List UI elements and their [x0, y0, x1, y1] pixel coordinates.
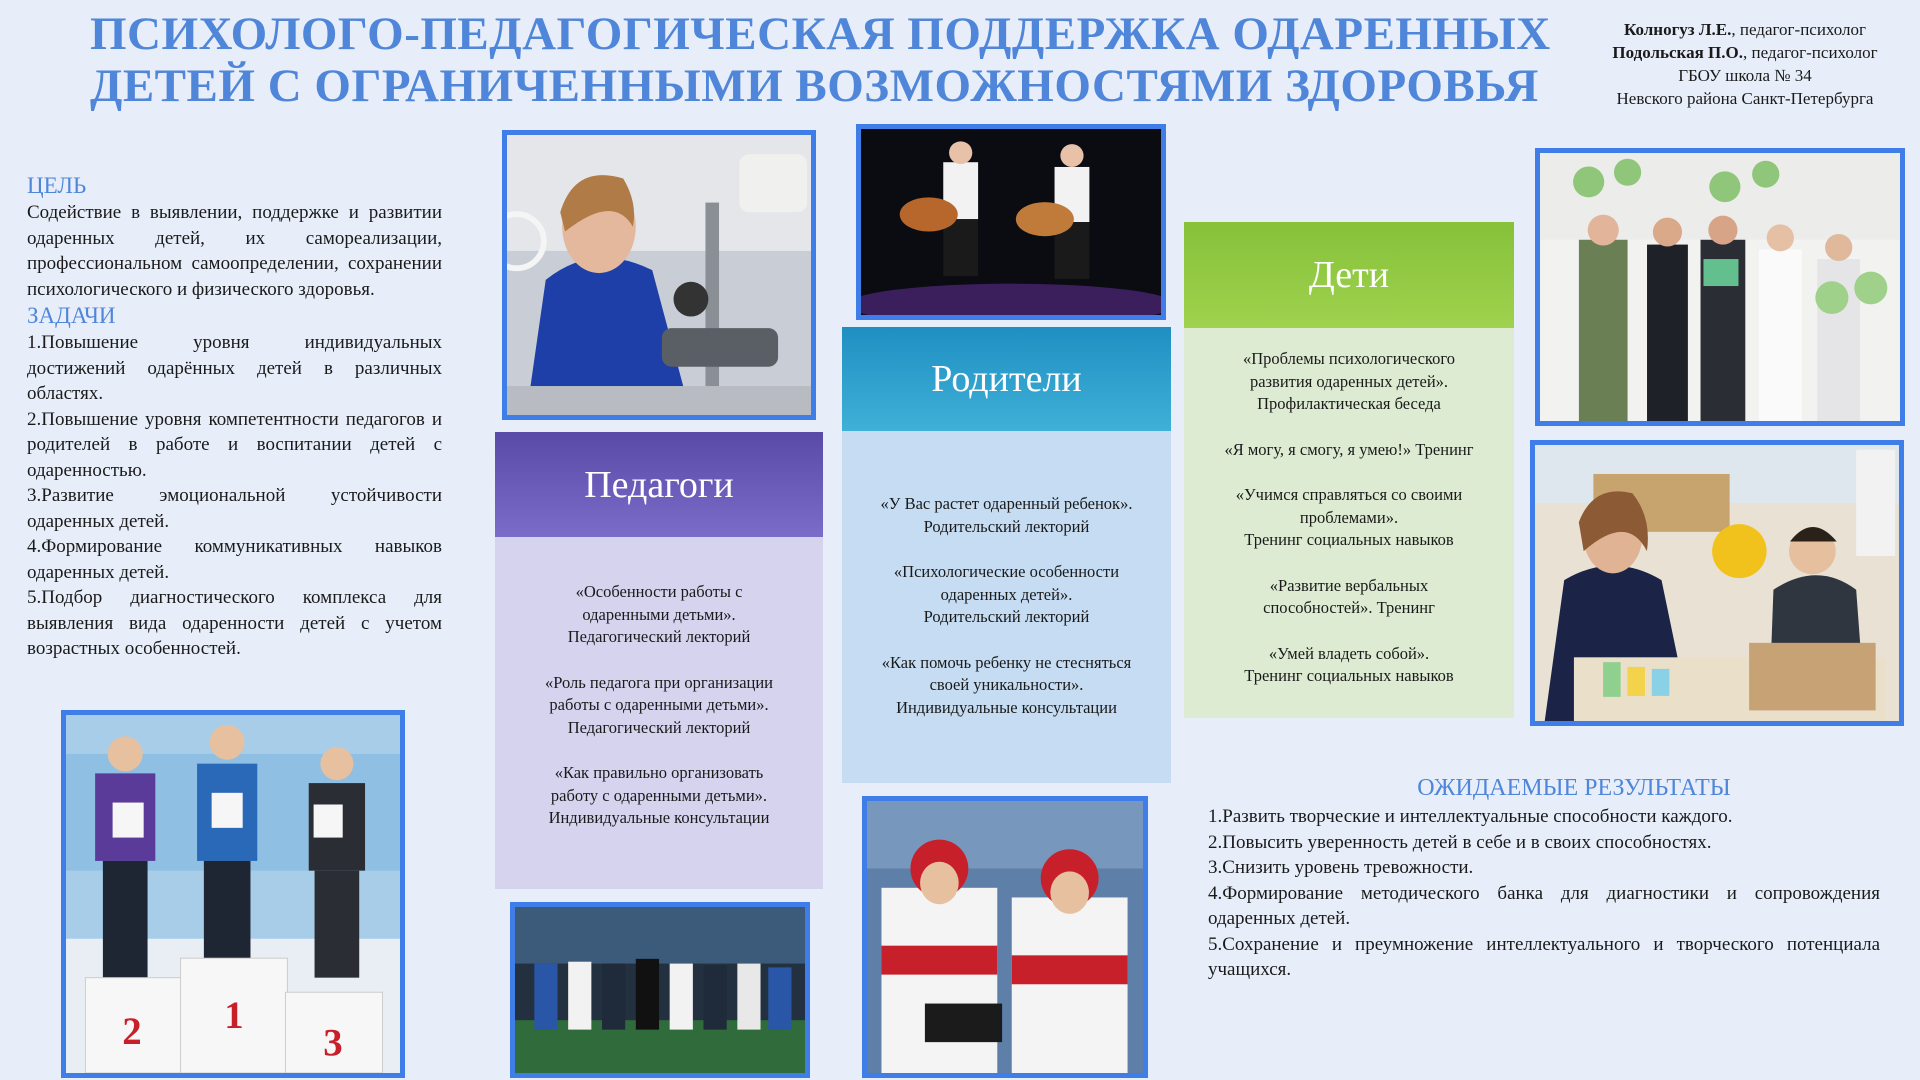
children-item-4: «Развитие вербальных способностей». Тренинг	[1263, 575, 1435, 617]
author-1-name: Колногуз Л.Е.	[1623, 20, 1732, 39]
task-item-2: 2.Повышение уровня компетентности педагогов и родителей в работе и воспитании детей с одаренностью.	[27, 408, 442, 481]
photo-guitarists	[856, 124, 1166, 320]
tasks-heading: ЗАДАЧИ	[27, 303, 116, 328]
parents-item-3: «Как помочь ребенку не стесняться своей уникальности». Индивидуальные консультации	[881, 652, 1132, 717]
children-item-5: «Умей владеть собой». Тренинг социальных навыков	[1244, 643, 1454, 685]
teachers-item-1: «Особенности работы с одаренными детьми». Педагогический лекторий	[567, 582, 751, 646]
photo-team-field	[510, 902, 810, 1078]
school-district: Невского района Санкт-Петербурга	[1616, 89, 1874, 108]
results-section	[1208, 772, 1880, 983]
children-item-1: «Проблемы психологического развития одаренных детей». Профилактическая беседа	[1243, 349, 1455, 413]
children-card-header	[1184, 222, 1514, 328]
school-name: ГБОУ школа № 34	[1678, 66, 1812, 85]
goal-heading: ЦЕЛЬ	[27, 173, 87, 198]
task-item-5: 5.Подбор диагностического комплекса для выявления вида одаренности детей с учетом возрастных особенностей.	[27, 587, 442, 659]
podium-place-2: 2	[122, 1009, 142, 1053]
author-2-name: Подольская П.О.	[1612, 43, 1743, 62]
photo-hockey-players	[862, 796, 1148, 1078]
parents-heading: Родители	[931, 358, 1082, 400]
children-heading: Дети	[1308, 254, 1390, 296]
teachers-card-header	[495, 432, 823, 537]
teachers-heading: Педагоги	[584, 463, 734, 506]
podium-place-3: 3	[323, 1021, 343, 1065]
result-item-3: 3.Снизить уровень тревожности.	[1208, 857, 1474, 878]
title-line-2: ДЕТЕЙ С ОГРАНИЧЕННЫМИ ВОЗМОЖНОСТЯМИ ЗДОРОВЬЯ	[90, 60, 1539, 112]
parents-card-header	[842, 327, 1171, 431]
results-heading: ОЖИДАЕМЫЕ РЕЗУЛЬТАТЫ	[1417, 775, 1731, 801]
title-line-1: ПСИХОЛОГО-ПЕДАГОГИЧЕСКАЯ ПОДДЕРЖКА ОДАРЕННЫХ	[90, 8, 1551, 60]
task-item-4: 4.Формирование коммуникативных навыков одаренных детей.	[27, 536, 442, 583]
teachers-card-body	[495, 537, 823, 889]
result-item-5: 5.Сохранение и преумножение интеллектуального и творческого потенциала учащихся.	[1208, 933, 1880, 980]
result-item-4: 4.Формирование методического банка для диагностики и сопровождения одаренных детей.	[1208, 882, 1880, 929]
author-1	[1580, 18, 1910, 41]
children-item-2: «Я могу, я смогу, я умею!» Тренинг	[1224, 439, 1474, 459]
result-item-2: 2.Повысить уверенность детей в себе и в своих способностях.	[1208, 831, 1712, 853]
parents-item-1: «У Вас растет одаренный ребенок». Родительский лекторий	[880, 494, 1133, 536]
poster-title	[90, 8, 1551, 112]
author-2-role: , педагог-психолог	[1743, 43, 1878, 62]
podium-place-1: 1	[224, 994, 244, 1038]
result-item-1: 1.Развить творческие и интеллектуальные способности каждого.	[1208, 806, 1733, 827]
teachers-item-2: «Роль педагога при организации работы с одаренными детьми». Педагогический лекторий	[544, 672, 774, 737]
parents-card-body	[842, 431, 1171, 783]
task-item-3: 3.Развитие эмоциональной устойчивости одаренных детей.	[27, 485, 442, 532]
authors-block	[1580, 18, 1910, 110]
photo-girls-group	[1535, 148, 1905, 426]
children-item-3: «Учимся справляться со своими проблемами». Тренинг социальных навыков	[1235, 485, 1463, 549]
photo-student-lab	[502, 130, 816, 420]
photo-podium	[61, 710, 405, 1078]
author-1-role: , педагог-психолог	[1731, 20, 1867, 39]
goals-tasks-column	[27, 172, 442, 662]
task-item-1: 1.Повышение уровня индивидуальных достижений одарённых детей в различных областях.	[27, 332, 442, 404]
parents-item-2: «Психологические особенности одаренных детей». Родительский лекторий	[893, 562, 1120, 626]
photo-children-puzzle	[1530, 440, 1904, 726]
teachers-item-3: «Как правильно организовать работу с одаренными детьми». Индивидуальные консультации	[548, 763, 770, 827]
children-card-body	[1184, 328, 1514, 718]
goal-text: Содействие в выявлении, поддержке и развитии одаренных детей, их самореализации, профессиональном самоопределении, сохранении психологического и физического здоровья.	[27, 202, 442, 300]
author-2	[1580, 41, 1910, 64]
